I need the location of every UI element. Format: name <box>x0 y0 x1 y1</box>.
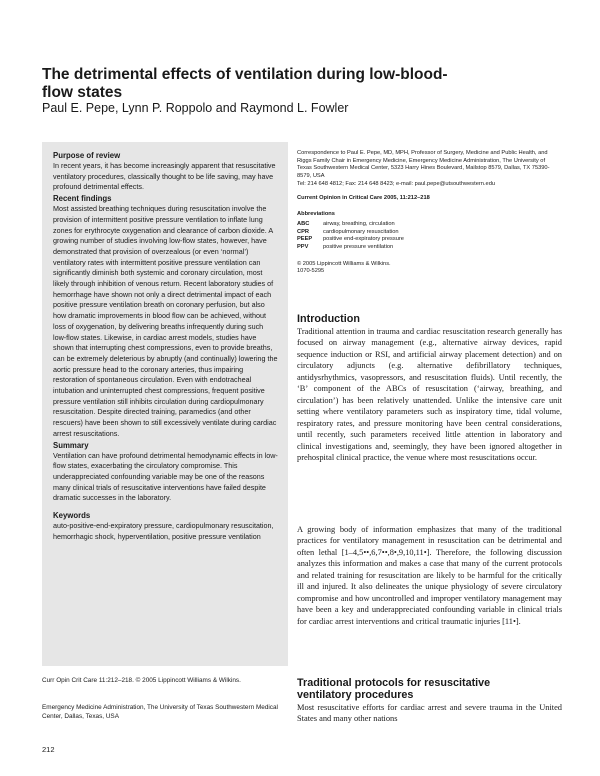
abbreviations-heading: Abbreviations <box>297 211 335 218</box>
issn: 1070-5295 <box>297 268 325 275</box>
abbreviation-value: positive pressure ventilation <box>323 244 394 251</box>
abbreviation-row <box>297 229 561 237</box>
abbreviation-key: PPV <box>297 244 309 251</box>
abbreviation-row <box>297 221 561 229</box>
purpose-heading: Purpose of review <box>53 151 121 160</box>
introduction-paragraph-1: Traditional attention in trauma and cardiac resuscitation research generally has focused on airway management (e.g., alternative airway devices, rapid sequence induction or RSI, and artificial airway placement detection) and on circulatory adjuncts (e.g. alternative defibrillatory techniques, antidysrhythmics, vasopressors, and resuscitation fluids). Until recently, the ‘B’ component of the ABCs of resuscitation (‘airway, breathing, and circulation’) has been relatively unattended. Unlike the intensive care unit setting where ventilatory parameters such as inspiratory time, tidal volume, respiratory rates, and pressure monitoring have been central considerations, until recently, such parameters received little attention in laboratory and clinical investigations and, seemingly, they have been ignored altogether in prehospital clinical practice, the venue where most resuscitations occur. <box>297 327 562 462</box>
purpose-text: In recent years, it has become increasingly apparent that resuscitative ventilatory procedures, classically thought to be life saving, may have profound detrimental effects. <box>53 161 276 192</box>
keywords-text: auto-positive-end-expiratory pressure, cardiopulmonary resuscitation, hemorrhagic shock, hyperventilation, positive pressure ventilation <box>53 521 274 541</box>
protocols-heading: Traditional protocols for resuscitative ventilatory procedures <box>297 677 491 701</box>
article-authors: Paul E. Pepe, Lynn P. Roppolo and Raymond L. Fowler <box>42 101 349 115</box>
findings-heading: Recent findings <box>53 194 112 204</box>
copyright: © 2005 Lippincott Williams & Wilkins. <box>297 260 391 267</box>
abbreviation-key: ABC <box>297 220 310 227</box>
abbreviation-key: CPR <box>297 228 310 235</box>
contact-info: Tel: 214 648 4812; Fax: 214 648 8423; e-mail: paul.pepe@utsouthwestern.edu <box>297 180 496 187</box>
introduction-heading: Introduction <box>297 313 360 325</box>
abbreviation-value: airway, breathing, circulation <box>323 220 395 227</box>
abbreviation-value: positive end-expiratory pressure <box>323 236 404 243</box>
article-title: The detrimental effects of ventilation during low-blood-flow states <box>42 66 448 101</box>
page-number: 212 <box>42 745 55 754</box>
author-affiliation: Emergency Medicine Administration, The University of Texas Southwestern Medical Center, Dallas, Texas, USA <box>42 704 278 720</box>
abbreviation-row <box>297 244 561 252</box>
current-opinion: Current Opinion in Critical Care 2005, 11:212–218 <box>297 194 430 201</box>
article-meta <box>297 150 561 276</box>
summary-heading: Summary <box>53 440 89 450</box>
abbreviation-value: cardiopulmonary resuscitation <box>323 228 399 235</box>
introduction-paragraph-2: A growing body of information emphasizes that many of the traditional practices for ventilatory management in resuscitation can be detrimental and often lethal [1–4,5••,6,7••,8•,9,10,11•]. Therefore, the following discussion analyzes this information and makes a case that many of the current protocols and related training for resuscitation are likely to be harmful for the critically ill and injured. It also delineates the unique physiology of severe circulatory compromise and how uncontrolled and improper ventilatory management may have been a key and underappreciated confounding variable in clinical trials for cardiac arrest interventions and critical traumatic injuries [11•]. <box>297 525 562 626</box>
correspondence: Correspondence to Paul E. Pepe, MD, MPH, Professor of Surgery, Medicine and Public Health, and Riggs Family Chair in Emergency Medicine, Emergency Medicine Administration, The University of Texas Southwestern Medical Center, 5323 Harry Hines Boulevard, Mailstop 8579, Dallas, TX 75390-8579, USA <box>297 150 550 180</box>
protocols-paragraph-1: Most resuscitative efforts for cardiac arrest and severe trauma in the United States and many other nations <box>297 703 562 724</box>
summary-text: Ventilation can have profound detrimental hemodynamic effects in low-flow states, exacerbating the circulatory compromise. This underappreciated confounding variable may be one of the reasons many clinical trials of resuscitative interventions have failed despite dramatic successes in the laboratory. <box>53 450 278 503</box>
abstract-box <box>42 142 288 666</box>
abbreviation-row <box>297 236 561 244</box>
findings-text: Most assisted breathing techniques during resuscitation involve the provision of intermittent positive pressure ventilation to inflate lung zones for erythrocyte oxygenation and clearance of carbon dioxide. A growing number of studies involving low-flow states, however, have demonstrated that provision of overzealous (or even ‘normal’) ventilatory rates with intermittent positive pressure ventilation can significantly diminish both systemic and coronary circulation, most likely through inhibition of venous return. Recent laboratory studies of hemorrhage have shown not only a direct detrimental impact of each positive pressure ventilation breath on coronary perfusion, but also how dramatic improvements in blood flow can be achieved, without loss of oxygenation, by delivering breaths infrequently during such low-flow states. Likewise, in cardiac arrest models, studies have shown that interrupting chest compressions, even to provide breaths, can be extremely deleterious by abruptly (and continually) lowering the aortic pressure head to the coronary arteries, thus impairing restoration of spontaneous circulation. Even with endotracheal intubation and uninterrupted chest compressions, frequent positive pressure ventilation still inhibits circulation during cardiopulmonary resuscitation. Despite directed training, paramedics (and other rescuers) have been shown to still excessively ventilate during cardiac arrest resuscitations. <box>53 204 278 438</box>
keywords-heading: Keywords <box>53 511 91 521</box>
abbreviation-key: PEEP <box>297 236 313 243</box>
journal-citation: Curr Opin Crit Care 11:212–218. © 2005 Lippincott Williams & Wilkins. <box>42 677 241 684</box>
